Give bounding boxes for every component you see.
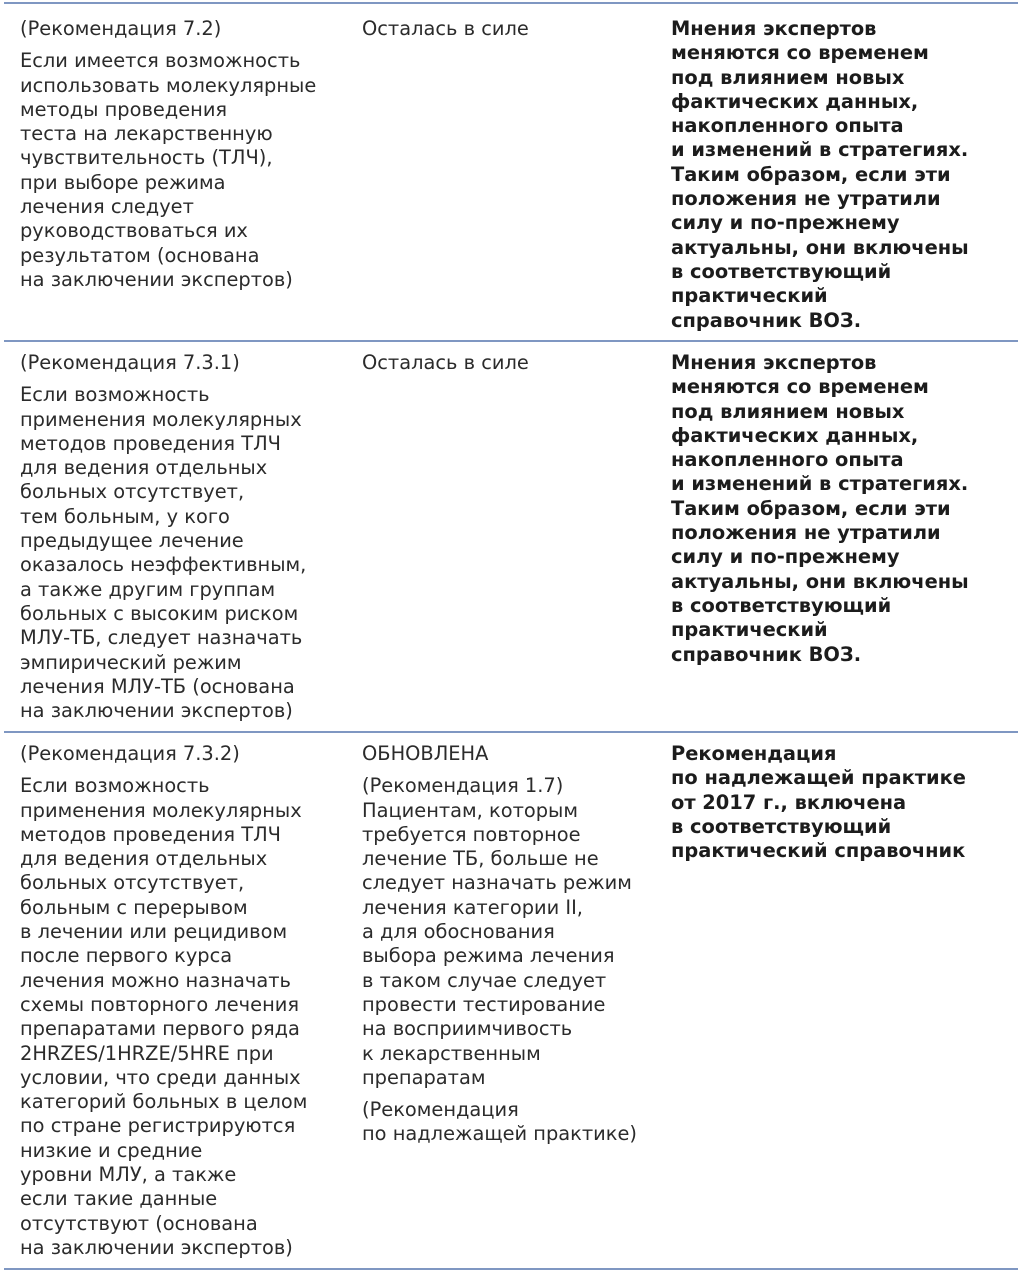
recommendation-id: (Рекомендация 7.3.2) <box>20 742 240 765</box>
recommendation-id: (Рекомендация 7.3.1) <box>20 351 240 374</box>
status-text: Осталась в силе <box>362 351 529 374</box>
recommendation-text: Если возможность применения молекулярных методов проведения ТЛЧ для ведения отдельных больных отсутствует, больным с перерывом в лечении или рецидивом после первого курса лечения можно назначать схемы повторного лечения препаратами первого ряда 2HRZES/1HRZE/5HRE при условии, что среди данных категорий больных в целом по стране регистрируются низкие и средние уровни МЛУ, а также если такие данные отсутствуют (основана на заключении экспертов) <box>20 774 308 1259</box>
status-cell <box>362 17 662 41</box>
bottom-rule <box>4 1268 1018 1270</box>
comment-cell: Мнения экспертов меняются со временем под влиянием новых фактических данных, накопленного опыта и изменений в стратегиях. Таким образом, если эти положения не утратили силу и по-прежнему актуальны, они включены в соответствующий практический справочник ВОЗ. <box>671 351 969 666</box>
comment-cell: Рекомендация по надлежащей практике от 2017 г., включена в соответствующий практический справочник <box>671 742 966 863</box>
status-text: Осталась в силе <box>362 17 529 40</box>
updated-recommendation-id: (Рекомендация 1.7) <box>362 774 564 798</box>
status-cell <box>362 742 662 1147</box>
top-rule <box>4 2 1018 4</box>
recommendation-cell <box>20 742 350 1260</box>
recommendation-cell <box>20 351 350 723</box>
status-text: ОБНОВЛЕНА <box>362 742 489 765</box>
recommendation-text: Если возможность применения молекулярных методов проведения ТЛЧ для ведения отдельных больных отсутствует, тем больным, у кого предыдущее лечение оказалось неэффективным, а также другим группам больных с высоким риском МЛУ-ТБ, следует назначать эмпирический режим лечения МЛУ-ТБ (основана на заключении экспертов) <box>20 383 307 723</box>
row-divider <box>4 340 1018 342</box>
recommendation-cell <box>20 17 350 292</box>
recommendation-id: (Рекомендация 7.2) <box>20 17 222 40</box>
recommendation-text: Если имеется возможность использовать молекулярные методы проведения теста на лекарственную чувствительность (ТЛЧ), при выборе режима лечения следует руководствоваться их результатом (основана на заключении экспертов) <box>20 49 317 291</box>
row-divider <box>4 731 1018 733</box>
status-cell <box>362 351 662 375</box>
updated-recommendation: (Рекомендация 1.7) Пациентам, которым требуется повторное лечение ТБ, больше не следует назначать режим лечения категории II, а для обоснования выбора режима лечения в таком случае следует провести тестирование на восприимчивость к лекарственным препаратам <box>362 774 662 1090</box>
comment-cell: Мнения экспертов меняются со временем под влиянием новых фактических данных, накопленного опыта и изменений в стратегиях. Таким образом, если эти положения не утратили силу и по-прежнему актуальны, они включены в соответствующий практический справочник ВОЗ. <box>671 17 969 332</box>
good-practice-note: (Рекомендация по надлежащей практике) <box>362 1098 637 1146</box>
